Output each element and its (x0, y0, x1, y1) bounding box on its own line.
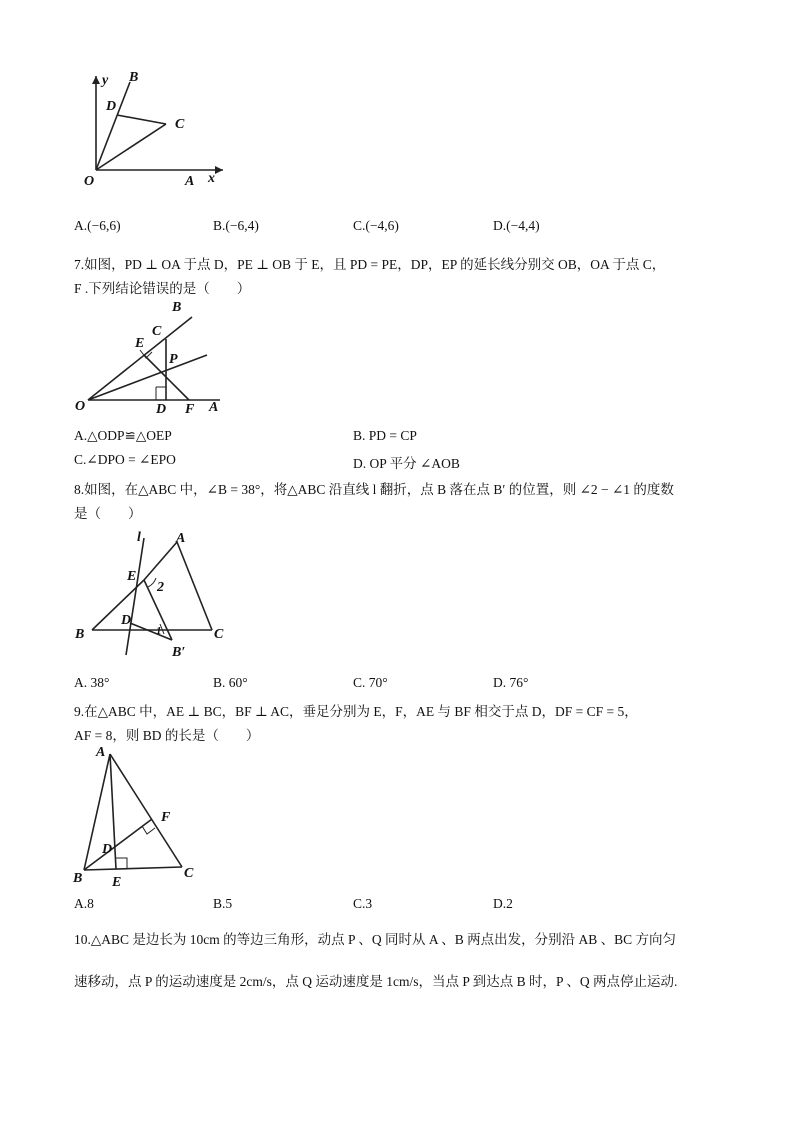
q10-stem-line1: 10.△ABC 是边长为 10cm 的等边三角形，动点 P 、Q 同时从 A 、B 两点出发，分别沿 AB 、BC 方向匀 (74, 932, 677, 947)
q8-option-a: A. 38° (74, 675, 110, 690)
q8-label-E: E (127, 569, 137, 584)
q6-option-c: C.(−4,6) (353, 218, 399, 233)
q7-option-b: B. PD = CP (353, 428, 417, 443)
q9-figure (70, 742, 210, 892)
q6-label-x: x (208, 171, 215, 186)
q7-option-d: D. OP 平分 ∠AOB (353, 456, 460, 471)
q8-stem-line2: 是（ ） (74, 506, 142, 521)
q8-option-b: B. 60° (213, 675, 248, 690)
q8-label-C: C (214, 627, 224, 642)
q7-label-O: O (75, 399, 86, 414)
q6-label-O: O (84, 174, 95, 189)
q6-option-b: B.(−6,4) (213, 218, 259, 233)
q7-figure (72, 295, 232, 417)
q6-label-B: B (129, 70, 139, 85)
q6-label-A: A (185, 174, 195, 189)
q6-label-y: y (102, 73, 109, 88)
q7-option-c: C.∠DPO = ∠EPO (74, 452, 176, 467)
q7-label-C: C (152, 324, 162, 339)
q8-label-1: 1 (156, 625, 162, 637)
q9-option-d: D.2 (493, 896, 513, 911)
q8-option-c: C. 70° (353, 675, 388, 690)
q7-label-B: B (172, 300, 182, 315)
q9-stem-line2: AF = 8，则 BD 的长是（ ） (74, 728, 260, 743)
q9-stem-line1: 9.在△ABC 中，AE ⊥ BC，BF ⊥ AC，垂足分别为 E，F，AE 与 BF 相交于点 D，DF = CF = 5， (74, 704, 638, 719)
q10-stem-line2: 速移动，点 P 的运动速度是 2cm/s，点 Q 运动速度是 1cm/s，当点 P 到达点 B 时，P 、Q 两点停止运动. (74, 974, 678, 989)
q6-option-d: D.(−4,4) (493, 218, 540, 233)
q7-stem-line2: F .下列结论错误的是（ ） (74, 281, 251, 296)
q7-label-E: E (135, 336, 145, 351)
q6-label-C: C (175, 117, 185, 132)
q9-label-C: C (184, 866, 194, 881)
q7-stem-line1: 7.如图，PD ⊥ OA 于点 D，PE ⊥ OB 于 E，且 PD = PE，DP，EP 的延长线分别交 OB，OA 于点 C， (74, 257, 666, 272)
q7-label-F: F (185, 402, 195, 417)
q8-label-2: 2 (157, 580, 164, 595)
q9-label-F: F (161, 810, 171, 825)
q9-label-B: B (73, 871, 83, 886)
q8-label-Bprime: B′ (172, 645, 186, 660)
q8-stem-line1: 8.如图，在△ABC 中，∠B = 38°，将△ABC 沿直线 l 翻折，点 B 落在点 B′ 的位置，则 ∠2 − ∠1 的度数 (74, 482, 674, 497)
q7-label-A: A (209, 400, 219, 415)
q8-label-A: A (176, 531, 186, 546)
q8-label-D: D (121, 613, 132, 628)
q6-figure (78, 70, 228, 195)
q8-label-B: B (75, 627, 85, 642)
q9-label-D: D (102, 842, 113, 857)
q9-label-A: A (96, 745, 106, 760)
q9-label-E: E (112, 875, 122, 890)
q7-label-P: P (169, 352, 178, 367)
q7-option-a: A.△ODP≌△OEP (74, 428, 172, 443)
q8-label-l: l (137, 530, 141, 545)
q8-option-d: D. 76° (493, 675, 529, 690)
q6-option-a: A.(−6,6) (74, 218, 121, 233)
q9-option-a: A.8 (74, 896, 94, 911)
q8-figure (72, 530, 242, 662)
q9-option-b: B.5 (213, 896, 233, 911)
q9-option-c: C.3 (353, 896, 373, 911)
q6-label-D: D (106, 99, 117, 114)
q7-label-D: D (156, 402, 167, 417)
